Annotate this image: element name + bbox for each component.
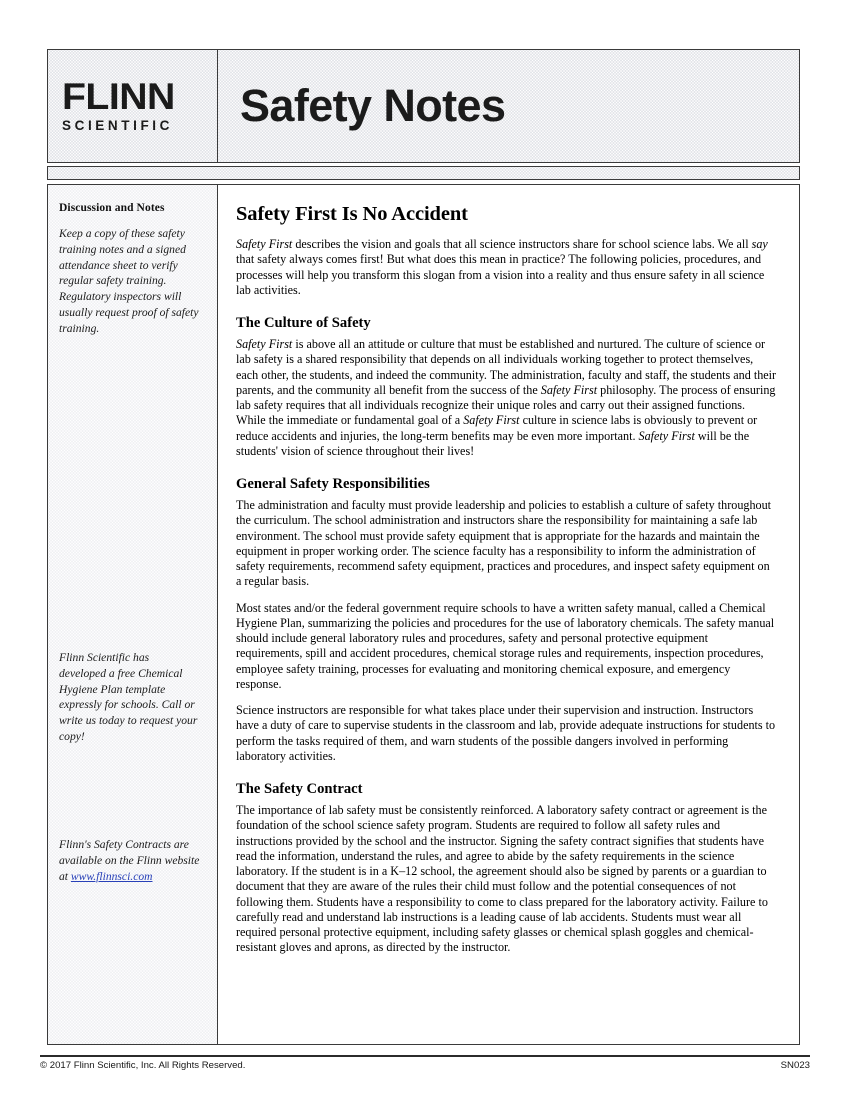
article-body-frame	[47, 184, 800, 1045]
intro-emphasis: say	[751, 237, 768, 251]
publication-title: Safety Notes	[240, 80, 506, 131]
article-title: Safety First Is No Accident	[236, 203, 468, 225]
general-safety-paragraph-1: The administration and faculty must provide leadership and policies to establish a culture of safety throughout the curriculum. The school administration and instructors share the responsibility for maintaining a safe lab environment. The school must provide safety equipment that is appropriate for the hazards and maintain the equipment in proper working order. The science faculty has a responsibility to inform the administration of safety requirements, recommend safety equipment, practices and procedures, and inspect safety equipment on a regular basis.	[236, 498, 772, 589]
culture-italic-4: Safety First	[638, 428, 695, 443]
logo-wordmark-flinn: FLINN	[62, 75, 175, 117]
general-safety-paragraph-2: Most states and/or the federal government require schools to have a written safety manual, called a Chemical Hygiene Plan, summarizing the policies and procedures for the use of laboratory chemicals. The safety manual should include general laboratory rules and procedures, safety and personal protective equipment requirements, spill and accident procedures, chemical storage rules and requirements, inspection procedures, employee safety training, processes for evaluating and monitoring chemical exposure, and emergency response.	[236, 600, 775, 691]
section-heading-culture-of-safety: The Culture of Safety	[236, 315, 371, 331]
culture-text-b: philosophy. The process of ensuring lab safety requires that all individuals recognize their unique roles and carry out their assigned functions. While the immediate or fundamental goal of a	[236, 382, 776, 428]
footer-copyright: © 2017 Flinn Scientific, Inc. All Rights Reserved.	[40, 1060, 246, 1071]
masthead-banner	[47, 49, 800, 163]
culture-text-a: is above all an attitude or culture that must be established and nurtured. The culture of science or lab safety is a shared responsibility that depends on all individuals working together to protect themselves, each other, the students, and indeed the community. The administration, faculty and staff, the students and their parents, and the community all benefit from the success of the	[236, 337, 777, 397]
decorative-band	[47, 166, 800, 180]
page-footer	[40, 1060, 810, 1071]
discussion-notes-sidebar	[48, 185, 218, 1044]
sidebar-heading: Discussion and Notes	[59, 202, 165, 214]
culture-italic-2: Safety First	[540, 382, 598, 397]
article-content	[218, 185, 799, 1044]
section-heading-general-safety-responsibilities: General Safety Responsibilities	[236, 476, 430, 492]
general-safety-paragraph-3: Science instructors are responsible for what takes place under their supervision and instruction. Instructors have a duty of care to supervise students in the classroom and lab, provide adequate instructions for students to perform the tasks required of them, and warn students of the possible dangers involved in performing laboratory activities.	[236, 703, 776, 763]
safety-contract-paragraph-1: The importance of lab safety must be consistently reinforced. A laboratory safety contract or agreement is the foundation of the school science safety program. Students are required to follow all safety rules and instructions provided by the school and the instructor. Signing the safety contract signifies that students have read the information, understand the rules, and agree to abide by the safety requirements in the science laboratory. If the student is in a K–12 school, the agreement should also be signed by parents or a guardian to document that they are aware of the rules their child must follow and the potential consequences of not following them. Students have a responsibility to come to class prepared for the laboratory activity. Failure to carefully read and understand lab instructions is a leading cause of lab accidents. Students must wear all required personal protective equipment, including safety glasses or chemical splash goggles and chemical-resistant gloves and aprons, as directed by the instructor.	[236, 803, 768, 955]
culture-text-c: culture in science labs is obviously to prevent or reduce accidents and injuries, the long-term benefits may be even more important.	[236, 413, 758, 443]
sidebar-note-2: Flinn Scientific has developed a free Chemical Hygiene Plan template expressly for schools. Call or write us today to request your copy!	[59, 651, 198, 743]
footer-document-code: SN023	[780, 1060, 810, 1071]
section-heading-safety-contract: The Safety Contract	[236, 781, 363, 797]
logo-wordmark-scientific: SCIENTIFIC	[62, 118, 174, 134]
sidebar-note-3-text: Flinn's Safety Contracts are available on the Flinn website at	[59, 838, 200, 883]
culture-italic-1: Safety First	[236, 337, 293, 351]
brand-logo	[48, 50, 218, 162]
intro-text-a: describes the vision and goals that all science instructors share for school science labs. We all	[292, 237, 752, 251]
culture-italic-3: Safety First	[463, 413, 520, 428]
sidebar-note-3	[59, 837, 204, 884]
footer-divider	[40, 1055, 810, 1057]
intro-paragraph	[236, 237, 777, 298]
culture-text-d: will be the students' vision of science throughout their lives!	[236, 428, 750, 458]
section-paragraph-culture-of-safety	[236, 337, 777, 459]
intro-lead-italic: Safety First	[236, 237, 293, 251]
sidebar-note-1: Keep a copy of these safety training notes and a signed attendance sheet to verify regular safety training. Regulatory inspectors will usually request proof of safety training.	[59, 227, 199, 335]
flinnsci-website-link[interactable]: www.flinnsci.com	[70, 869, 153, 883]
intro-text-b: that safety always comes first! But what does this mean in practice? The following policies, procedures, and processes will help you transform this slogan from a vision into a reality and thus ensure safety in all science lab activities.	[236, 252, 765, 297]
masthead-title-container	[218, 50, 799, 162]
